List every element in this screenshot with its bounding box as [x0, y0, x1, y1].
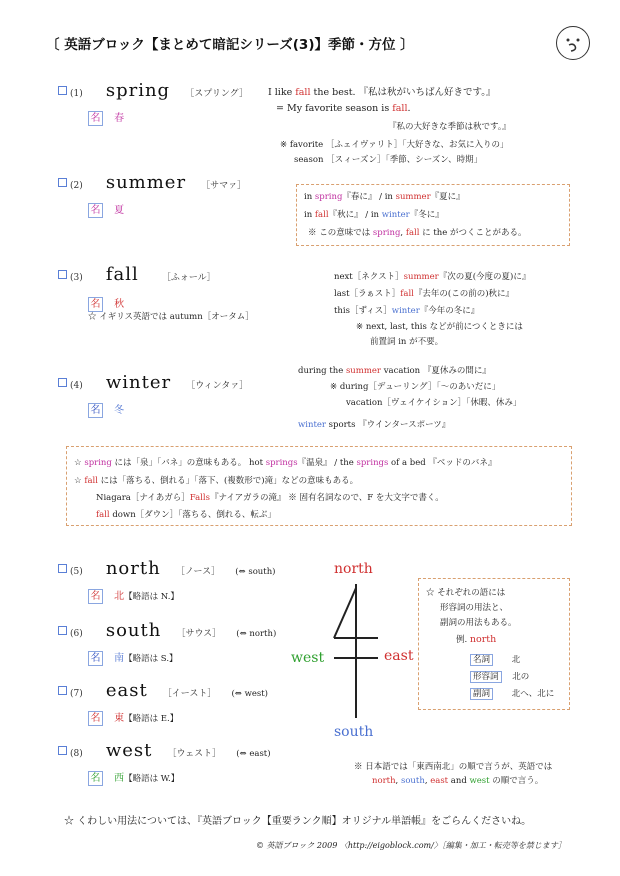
usage-row: 名詞 北 — [470, 653, 520, 665]
box-line: fall down［ダウン］「落ちる、倒れる、転ぶ」 — [96, 510, 276, 520]
entry-meaning-row: 名 東【略語は E.】 — [88, 706, 178, 726]
vocab-note: vacation［ヴェイケイション］「休暇、休み」 — [346, 398, 522, 408]
box-line: 副詞の用法もある。 — [440, 618, 517, 628]
checkbox-icon[interactable] — [58, 564, 67, 573]
entry-word: east — [105, 680, 148, 701]
entry-meaning-row: 名 冬 — [88, 398, 124, 418]
entry-spring — [58, 80, 248, 101]
usage-row: 形容詞 北の — [470, 670, 529, 682]
example-line: during the summer vacation 『夏休みの間に』 — [298, 366, 491, 376]
compass-cross-icon — [326, 580, 386, 722]
vocab-note: ※ favorite ［ふェイヴァリト］「大好きな、お気に入りの」 — [280, 140, 509, 150]
usage-row: 副詞 北へ、北に — [470, 687, 554, 699]
time-phrase: last［ラぁスト］fall『去年の(この前の)秋に』 — [334, 289, 515, 299]
entry-word: spring — [105, 80, 171, 101]
entry-west: (8) west ［ウェスト］ (⇔ east) — [58, 740, 271, 761]
page-title: 〔 英語ブロック【まとめて暗記シリーズ(3)】季節・方位 〕 — [46, 37, 414, 53]
entry-meaning-row: 名 南【略語は S.】 — [88, 646, 178, 666]
box-line: in fall『秋に』 / in winter『冬に』 — [304, 210, 444, 220]
entry-fall: (3) fall ［ふォール］ — [58, 264, 216, 285]
checkbox-icon[interactable] — [58, 746, 67, 755]
time-phrase: this［ずィス］winter『今年の冬に』 — [334, 306, 480, 316]
entry-pronunciation: ［スプリング］ — [185, 89, 249, 99]
example-word: 例. north — [456, 634, 497, 645]
example-line: I like fall the best. 『私は秋がいちばん好きです。』 — [268, 87, 496, 98]
pos-badge: 名 — [88, 111, 103, 126]
box-line: Niagara［ナイあガら］Falls『ナイアガラの滝』 ※ 固有名詞なので、F を大文字で書く。 — [96, 493, 444, 503]
box-line: ☆ fall には「落ちる、倒れる」「落下、(複数形で)滝」などの意味もある。 — [74, 476, 359, 486]
box-line: ☆ spring には「泉」「バネ」の意味もある。 hot springs『温泉』 / the springs of a bed 『ベッドのバネ』 — [74, 458, 497, 468]
entry-north: (5) north ［ノース］ (⇔ south) — [58, 558, 276, 579]
compass-south-label: south — [334, 724, 374, 740]
example-line: = My favorite season is fall. — [276, 103, 411, 114]
box-line: ☆ それぞれの語には — [426, 588, 506, 598]
compass-north-label: north — [334, 561, 373, 577]
order-note: north, south, east and west の順で言う。 — [372, 776, 544, 786]
compass-east-label: east — [384, 648, 414, 664]
grammar-note: 前置詞 in が不要。 — [370, 337, 444, 347]
entry-east: (7) east ［イースト］ (⇔ west) — [58, 680, 268, 701]
vocab-note: season ［スィーズン］「季節、シーズン、時期」 — [294, 155, 483, 165]
checkbox-icon[interactable] — [58, 178, 67, 187]
checkbox-icon[interactable] — [58, 270, 67, 279]
entry-word: winter — [105, 372, 172, 393]
box-line: 形容詞の用法と、 — [440, 603, 509, 613]
entry-number: (1) — [70, 89, 83, 99]
checkbox-icon[interactable] — [58, 378, 67, 387]
entry-south: (6) south ［サウス］ (⇔ north) — [58, 620, 276, 641]
entry-winter: (4) winter ［ウィンタァ］ — [58, 372, 248, 393]
entry-word: summer — [105, 172, 187, 193]
entry-word: north — [105, 558, 161, 579]
footer-note: ☆ くわしい用法については、『英語ブロック【重要ランク順】オリジナル単語帳』をごらんくださいね。 — [64, 816, 532, 827]
entry-meaning-row: 名 夏 — [88, 198, 124, 218]
box-line: ※ この意味では spring, fall に the がつくことがある。 — [308, 228, 527, 238]
checkbox-icon[interactable] — [58, 626, 67, 635]
box-line: in spring『春に』 / in summer『夏に』 — [304, 192, 465, 202]
entry-summer: (2) summer ［サマァ］ — [58, 172, 246, 193]
entry-meaning-row: 名 北【略語は N.】 — [88, 584, 179, 604]
example-line: winter sports 『ウインタースポーツ』 — [298, 420, 451, 430]
british-note: ☆ イギリス英語では autumn［オータム］ — [88, 312, 254, 322]
order-note: ※ 日本語では「東西南北」の順で言うが、英語では — [354, 762, 553, 772]
copyright: © 英語ブロック 2009 〈http://eigoblock.com/〉［編集・加工・転売等を禁じます］ — [256, 841, 566, 850]
example-translation: 『私の大好きな季節は秋です。』 — [388, 122, 511, 132]
entry-word: south — [105, 620, 162, 641]
checkbox-icon[interactable] — [58, 86, 67, 95]
time-phrase: next［ネクスト］summer『次の夏(今度の夏)に』 — [334, 272, 531, 282]
entry-meaning-row — [88, 106, 124, 126]
opposite-word: (⇔ south) — [235, 567, 276, 577]
entry-meaning: 春 — [114, 113, 125, 124]
compass-west-label: west — [291, 650, 325, 666]
entry-meaning-row: 名 秋 — [88, 292, 124, 312]
checkbox-icon[interactable] — [58, 686, 67, 695]
grammar-note: ※ next, last, this などが前につくときには — [356, 322, 523, 332]
entry-meaning-row: 名 西【略語は W.】 — [88, 766, 179, 786]
entry-word: west — [105, 740, 153, 761]
face-logo-icon — [556, 26, 590, 60]
entry-word: fall — [105, 264, 139, 285]
vocab-note: ※ during［デューリング］「～のあいだに」 — [330, 382, 501, 392]
